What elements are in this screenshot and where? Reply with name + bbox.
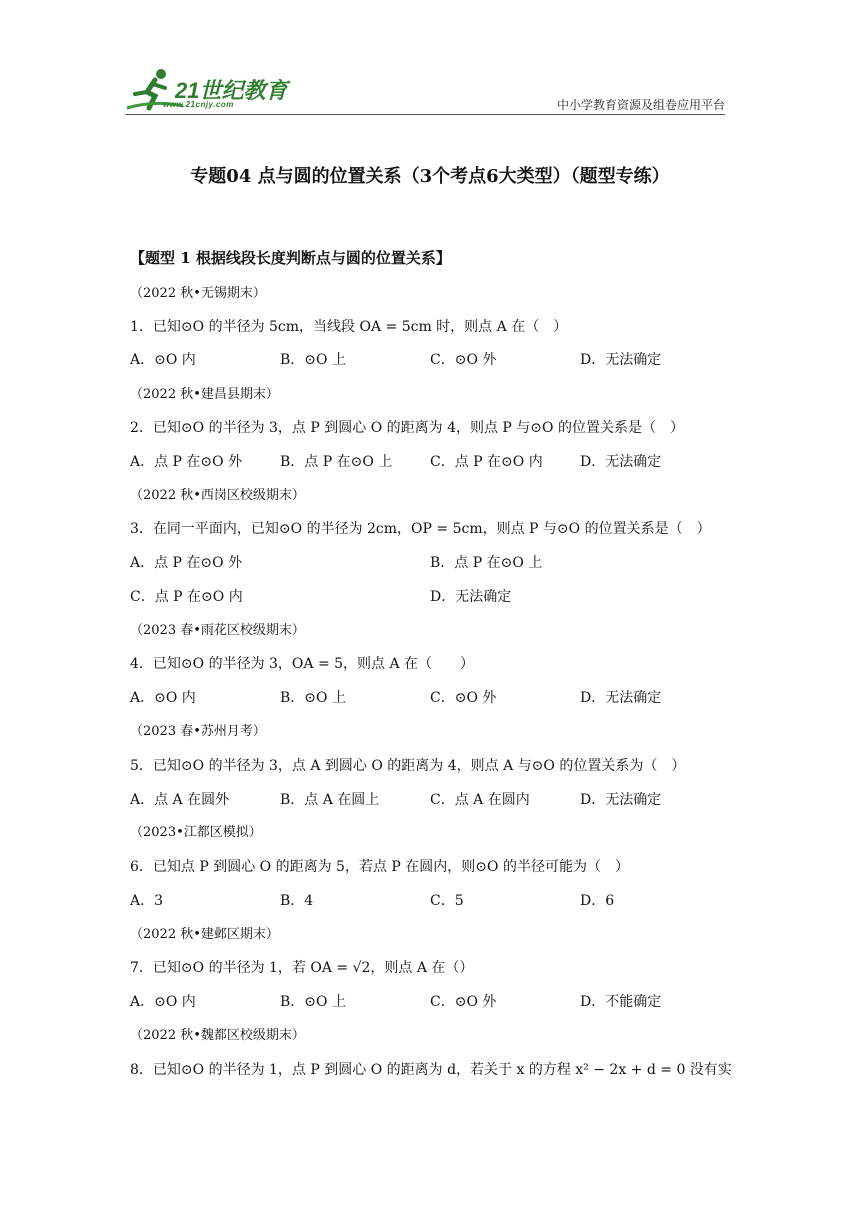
q6-option-c: C．5 xyxy=(430,893,464,909)
q5-stem: 5．已知⊙O 的半径为 3，点 A 到圆心 O 的距离为 4，则点 A 与⊙O 的位置关系为（ ） xyxy=(130,758,686,774)
q6-source: （2023•江都区模拟） xyxy=(130,825,262,840)
q8-source: （2022 秋•魏都区校级期末） xyxy=(130,1028,305,1043)
q2-source: （2022 秋•建昌县期末） xyxy=(130,387,279,402)
q4-stem: 4．已知⊙O 的半径为 3，OA = 5，则点 A 在（ ） xyxy=(130,656,475,672)
q4-option-a: A．⊙O 内 xyxy=(130,690,196,706)
q7-option-d: D．不能确定 xyxy=(580,994,662,1010)
q1-source: （2022 秋•无锡期末） xyxy=(130,286,266,301)
q5-option-b: B．点 A 在圆上 xyxy=(280,792,380,808)
platform-name: 中小学教育资源及组卷应用平台 xyxy=(556,98,725,112)
q1-option-b: B．⊙O 上 xyxy=(280,352,346,368)
q5-option-a: A．点 A 在圆外 xyxy=(130,792,230,808)
q4-source: （2023 春•雨花区校级期末） xyxy=(130,623,305,638)
q7-option-a: A．⊙O 内 xyxy=(130,994,196,1010)
q7-option-c: C．⊙O 外 xyxy=(430,994,497,1010)
q2-option-b: B．点 P 在⊙O 上 xyxy=(280,454,393,470)
q2-option-a: A．点 P 在⊙O 外 xyxy=(130,454,243,470)
q5-option-d: D．无法确定 xyxy=(580,792,662,808)
q7-stem: 7．已知⊙O 的半径为 1，若 OA = √2，则点 A 在（） xyxy=(130,960,474,976)
q6-option-b: B．4 xyxy=(280,893,314,909)
q1-stem: 1．已知⊙O 的半径为 5cm，当线段 OA = 5cm 时，则点 A 在（ ） xyxy=(130,319,568,335)
q6-option-d: D．6 xyxy=(580,893,615,909)
q2-option-d: D．无法确定 xyxy=(580,454,662,470)
q2-option-c: C．点 P 在⊙O 内 xyxy=(430,454,543,470)
q3-option-c: C．点 P 在⊙O 内 xyxy=(130,589,243,605)
logo-text: 21世纪教育 xyxy=(175,78,288,103)
q6-option-a: A．3 xyxy=(130,893,164,909)
q4-option-c: C．⊙O 外 xyxy=(430,690,497,706)
page-title: 专题04 点与圆的位置关系（3个考点6大类型）（题型专练） xyxy=(190,166,670,187)
q3-stem: 3．在同一平面内，已知⊙O 的半径为 2cm，OP = 5cm，则点 P 与⊙O 的位置关系是（ ） xyxy=(130,521,711,537)
logo xyxy=(125,66,295,116)
section-heading: 【题型 1 根据线段长度判断点与圆的位置关系】 xyxy=(130,249,451,267)
q7-option-b: B．⊙O 上 xyxy=(280,994,346,1010)
q1-option-a: A．⊙O 内 xyxy=(130,352,196,368)
header-divider xyxy=(125,114,725,115)
q4-option-b: B．⊙O 上 xyxy=(280,690,346,706)
q4-option-d: D．无法确定 xyxy=(580,690,662,706)
q8-stem: 8．已知⊙O 的半径为 1，点 P 到圆心 O 的距离为 d，若关于 x 的方程 x² − 2x + d = 0 没有实 xyxy=(130,1062,732,1078)
q3-option-b: B．点 P 在⊙O 上 xyxy=(430,555,543,571)
q6-stem: 6．已知点 P 到圆心 O 的距离为 5，若点 P 在圆内，则⊙O 的半径可能为（ ） xyxy=(130,859,629,875)
page-header xyxy=(125,66,725,118)
q2-stem: 2．已知⊙O 的半径为 3，点 P 到圆心 O 的距离为 4，则点 P 与⊙O 的位置关系是（ ） xyxy=(130,420,684,436)
q1-option-d: D．无法确定 xyxy=(580,352,662,368)
q1-option-c: C．⊙O 外 xyxy=(430,352,497,368)
q3-option-d: D．无法确定 xyxy=(430,589,512,605)
q5-source: （2023 春•苏州月考） xyxy=(130,724,266,739)
q3-source: （2022 秋•西岗区校级期末） xyxy=(130,488,305,503)
q7-source: （2022 秋•建邺区期末） xyxy=(130,927,279,942)
logo-url: www.21cnjy.com xyxy=(163,100,234,109)
q3-option-a: A．点 P 在⊙O 外 xyxy=(130,555,243,571)
q5-option-c: C．点 A 在圆内 xyxy=(430,792,530,808)
